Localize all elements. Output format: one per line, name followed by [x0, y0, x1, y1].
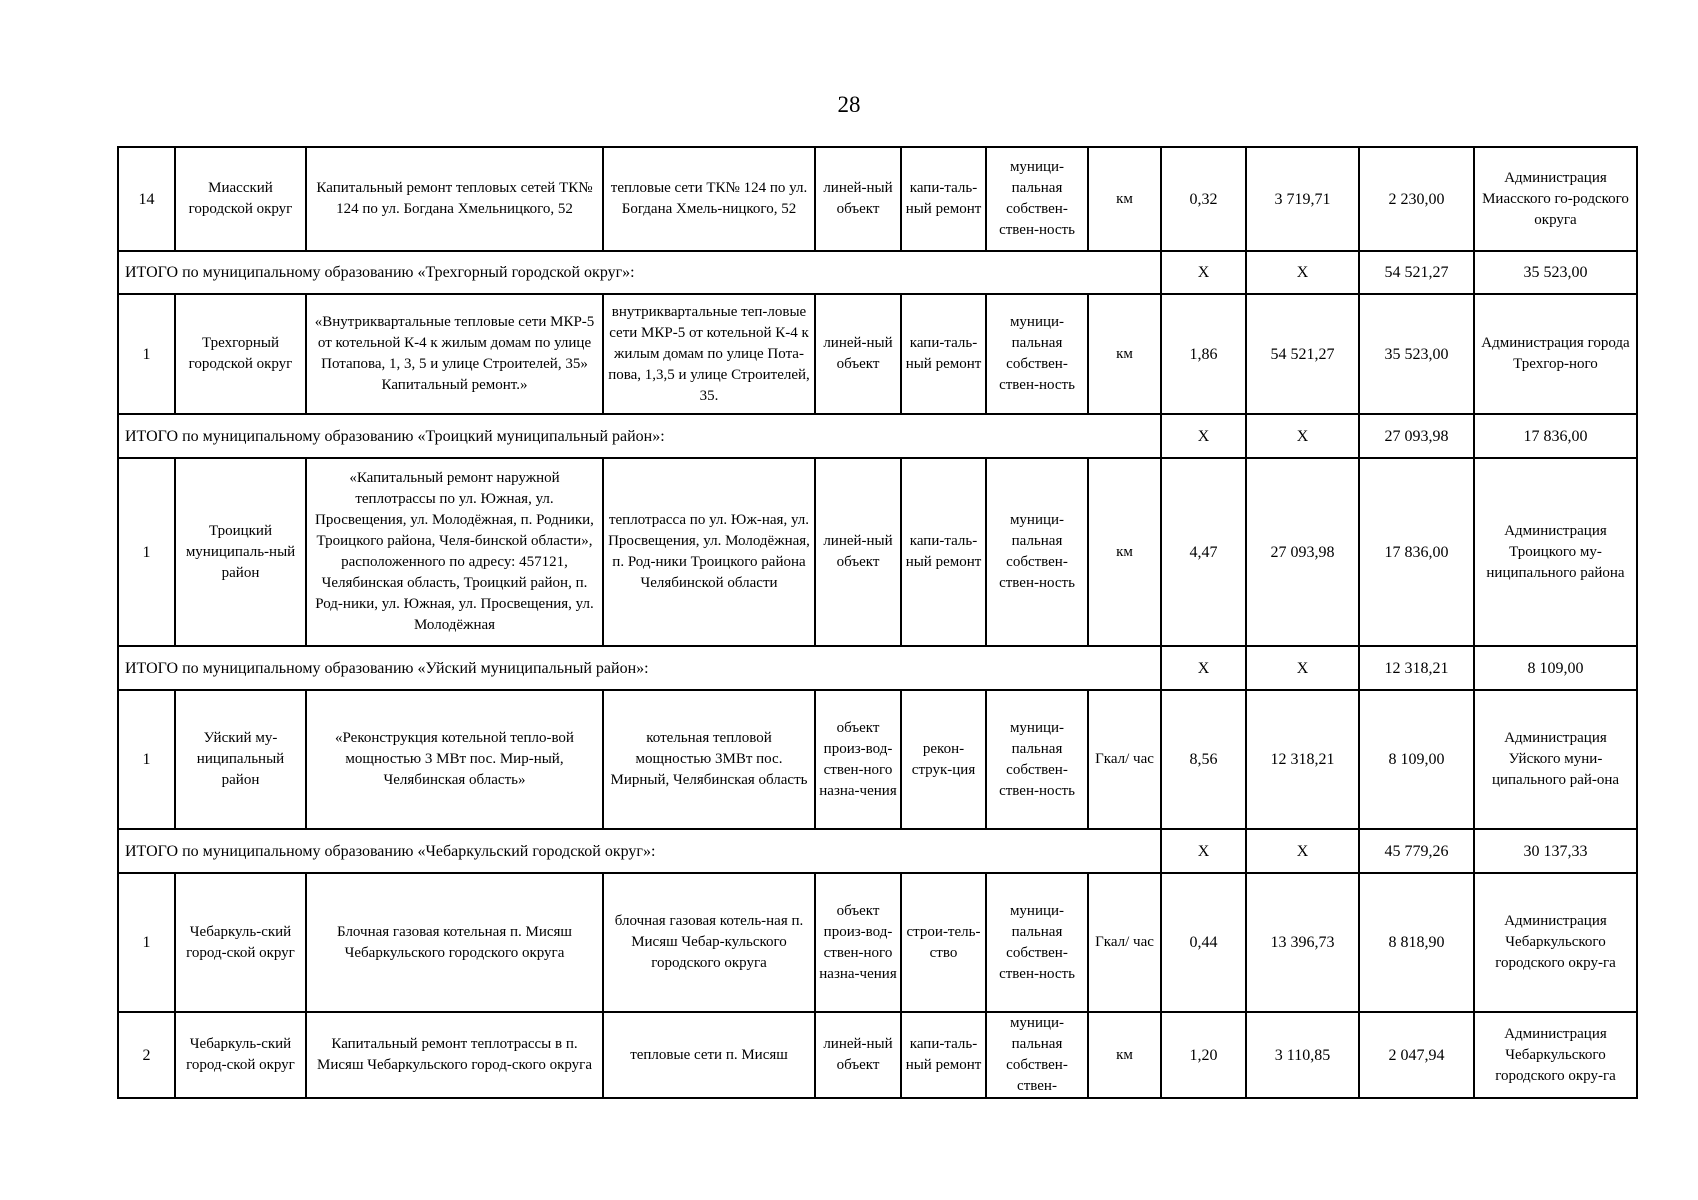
- cell-unit: км: [1088, 1012, 1161, 1098]
- cell-cost-total: 3 110,85: [1246, 1012, 1359, 1098]
- cell-cost-total: 13 396,73: [1246, 873, 1359, 1012]
- cell-number: 1: [118, 458, 175, 646]
- cell-unit: км: [1088, 458, 1161, 646]
- cell-cost-budget: 30 137,33: [1474, 829, 1637, 873]
- cell-cost-budget: 17 836,00: [1474, 414, 1637, 458]
- cell-cost-total: 27 093,98: [1246, 458, 1359, 646]
- cell-cost-budget: 8 109,00: [1359, 690, 1474, 829]
- cell-capacity: X: [1246, 829, 1359, 873]
- cell-cost-total: 45 779,26: [1359, 829, 1474, 873]
- cell-project-name: Блочная газовая котельная п. Мисяш Чебаркульского городского округа: [306, 873, 603, 1012]
- cell-cost-total: 54 521,27: [1246, 294, 1359, 414]
- total-label: ИТОГО по муниципальному образованию «Троицкий муниципальный район»:: [118, 414, 1161, 458]
- cell-municipality: Трехгорный городской округ: [175, 294, 306, 414]
- cell-unit: Гкал/ час: [1088, 690, 1161, 829]
- cell-municipality: Чебаркуль-ский город-ской округ: [175, 1012, 306, 1098]
- table-row: [118, 147, 1637, 251]
- table-row: [118, 1012, 1637, 1098]
- cell-cost-budget: 35 523,00: [1359, 294, 1474, 414]
- total-row: [118, 414, 1637, 458]
- cell-number: 2: [118, 1012, 175, 1098]
- cell-cost-budget: 35 523,00: [1474, 251, 1637, 294]
- cell-capacity: 0,32: [1161, 147, 1246, 251]
- cell-unit: км: [1088, 147, 1161, 251]
- table-row: [118, 873, 1637, 1012]
- cell-object: котельная тепловой мощностью 3МВт пос. Мирный, Челябинская область: [603, 690, 815, 829]
- cell-ownership: муници-пальная собствен-ствен-ность: [986, 147, 1088, 251]
- cell-cost-total: 12 318,21: [1246, 690, 1359, 829]
- cell-unit: X: [1161, 646, 1246, 690]
- total-row: [118, 251, 1637, 294]
- cell-number: 1: [118, 873, 175, 1012]
- cell-object-type: линей-ный объект: [815, 458, 901, 646]
- cell-project-name: Капитальный ремонт теплотрассы в п. Мисяш Чебаркульского город-ского округа: [306, 1012, 603, 1098]
- cell-work-type: рекон-струк-ция: [901, 690, 986, 829]
- cell-object-type: линей-ный объект: [815, 1012, 901, 1098]
- cell-customer: Администрация города Трехгор-ного: [1474, 294, 1637, 414]
- cell-capacity: 1,86: [1161, 294, 1246, 414]
- cell-capacity: 1,20: [1161, 1012, 1246, 1098]
- cell-customer: Администрация Уйского муни-ципального рай-она: [1474, 690, 1637, 829]
- cell-work-type: строи-тель-ство: [901, 873, 986, 1012]
- cell-object-type: линей-ный объект: [815, 294, 901, 414]
- cell-customer: Администрация Чебаркульского городского окру-га: [1474, 1012, 1637, 1098]
- cell-unit: X: [1161, 414, 1246, 458]
- cell-object: блочная газовая котель-ная п. Мисяш Чебар-кульского городского округа: [603, 873, 815, 1012]
- cell-object-type: объект произ-вод-ствен-ного назна-чения: [815, 690, 901, 829]
- cell-project-name: «Капитальный ремонт наружной теплотрассы по ул. Южная, ул. Просвещения, ул. Молодёжная, п. Родники, Троицкого района, Челя-бинской области», расположенного по адресу: 457121, Челябинская область, Троицкий район, п. Род-ники, ул. Южная, ул. Просвещения, ул. Молодёжная: [306, 458, 603, 646]
- cell-object: тепловые сети п. Мисяш: [603, 1012, 815, 1098]
- cell-capacity: X: [1246, 414, 1359, 458]
- cell-ownership: муници-пальная собствен-ствен-ность: [986, 690, 1088, 829]
- cell-project-name: «Внутриквартальные тепловые сети МКР-5 от котельной К-4 к жилым домам по улице Потапова, 1, 3, 5 и улице Строителей, 35» Капитальный ремонт.»: [306, 294, 603, 414]
- cell-cost-total: 27 093,98: [1359, 414, 1474, 458]
- cell-ownership: муници-пальная собствен-ствен-ность: [986, 873, 1088, 1012]
- cell-ownership: муници-пальная собствен-ствен-: [986, 1012, 1088, 1098]
- cell-object: тепловые сети ТК№ 124 по ул. Богдана Хмель-ницкого, 52: [603, 147, 815, 251]
- projects-table: [117, 146, 1638, 1099]
- cell-municipality: Троицкий муниципаль-ный район: [175, 458, 306, 646]
- cell-capacity: 4,47: [1161, 458, 1246, 646]
- cell-project-name: Капитальный ремонт тепловых сетей ТК№ 124 по ул. Богдана Хмельницкого, 52: [306, 147, 603, 251]
- cell-work-type: капи-таль-ный ремонт: [901, 1012, 986, 1098]
- cell-capacity: X: [1246, 646, 1359, 690]
- table-row: [118, 458, 1637, 646]
- total-label: ИТОГО по муниципальному образованию «Уйский муниципальный район»:: [118, 646, 1161, 690]
- cell-capacity: X: [1246, 251, 1359, 294]
- cell-municipality: Чебаркуль-ский город-ской округ: [175, 873, 306, 1012]
- cell-cost-total: 12 318,21: [1359, 646, 1474, 690]
- cell-unit: км: [1088, 294, 1161, 414]
- cell-unit: X: [1161, 829, 1246, 873]
- cell-customer: Администрация Троицкого му-ниципального района: [1474, 458, 1637, 646]
- cell-object: теплотрасса по ул. Юж-ная, ул. Просвещения, ул. Молодёжная, п. Род-ники Троицкого района Челябинской области: [603, 458, 815, 646]
- cell-cost-budget: 8 818,90: [1359, 873, 1474, 1012]
- cell-cost-budget: 8 109,00: [1474, 646, 1637, 690]
- cell-capacity: 8,56: [1161, 690, 1246, 829]
- total-label: ИТОГО по муниципальному образованию «Чебаркульский городской округ»:: [118, 829, 1161, 873]
- cell-cost-budget: 2 047,94: [1359, 1012, 1474, 1098]
- cell-capacity: 0,44: [1161, 873, 1246, 1012]
- cell-project-name: «Реконструкция котельной тепло-вой мощностью 3 МВт пос. Мир-ный, Челябинская область»: [306, 690, 603, 829]
- cell-unit: X: [1161, 251, 1246, 294]
- cell-customer: Администрация Чебаркульского городского окру-га: [1474, 873, 1637, 1012]
- cell-cost-total: 54 521,27: [1359, 251, 1474, 294]
- cell-work-type: капи-таль-ный ремонт: [901, 294, 986, 414]
- cell-cost-budget: 17 836,00: [1359, 458, 1474, 646]
- table-row: [118, 690, 1637, 829]
- cell-number: 1: [118, 294, 175, 414]
- cell-cost-budget: 2 230,00: [1359, 147, 1474, 251]
- table-row: [118, 294, 1637, 414]
- cell-customer: Администрация Миасского го-родского округа: [1474, 147, 1637, 251]
- cell-unit: Гкал/ час: [1088, 873, 1161, 1012]
- page-number: 28: [837, 92, 861, 117]
- cell-work-type: капи-таль-ный ремонт: [901, 147, 986, 251]
- cell-ownership: муници-пальная собствен-ствен-ность: [986, 294, 1088, 414]
- total-label: ИТОГО по муниципальному образованию «Трехгорный городской округ»:: [118, 251, 1161, 294]
- cell-number: 1: [118, 690, 175, 829]
- cell-object-type: линей-ный объект: [815, 147, 901, 251]
- cell-municipality: Уйский му-ниципальный район: [175, 690, 306, 829]
- cell-number: 14: [118, 147, 175, 251]
- cell-ownership: муници-пальная собствен-ствен-ность: [986, 458, 1088, 646]
- cell-object-type: объект произ-вод-ствен-ного назна-чения: [815, 873, 901, 1012]
- total-row: [118, 829, 1637, 873]
- cell-cost-total: 3 719,71: [1246, 147, 1359, 251]
- cell-municipality: Миасский городской округ: [175, 147, 306, 251]
- cell-object: внутриквартальные теп-ловые сети МКР-5 от котельной К-4 к жилым домам по улице Пота-пова, 1,3,5 и улице Строителей, 35.: [603, 294, 815, 414]
- cell-work-type: капи-таль-ный ремонт: [901, 458, 986, 646]
- total-row: [118, 646, 1637, 690]
